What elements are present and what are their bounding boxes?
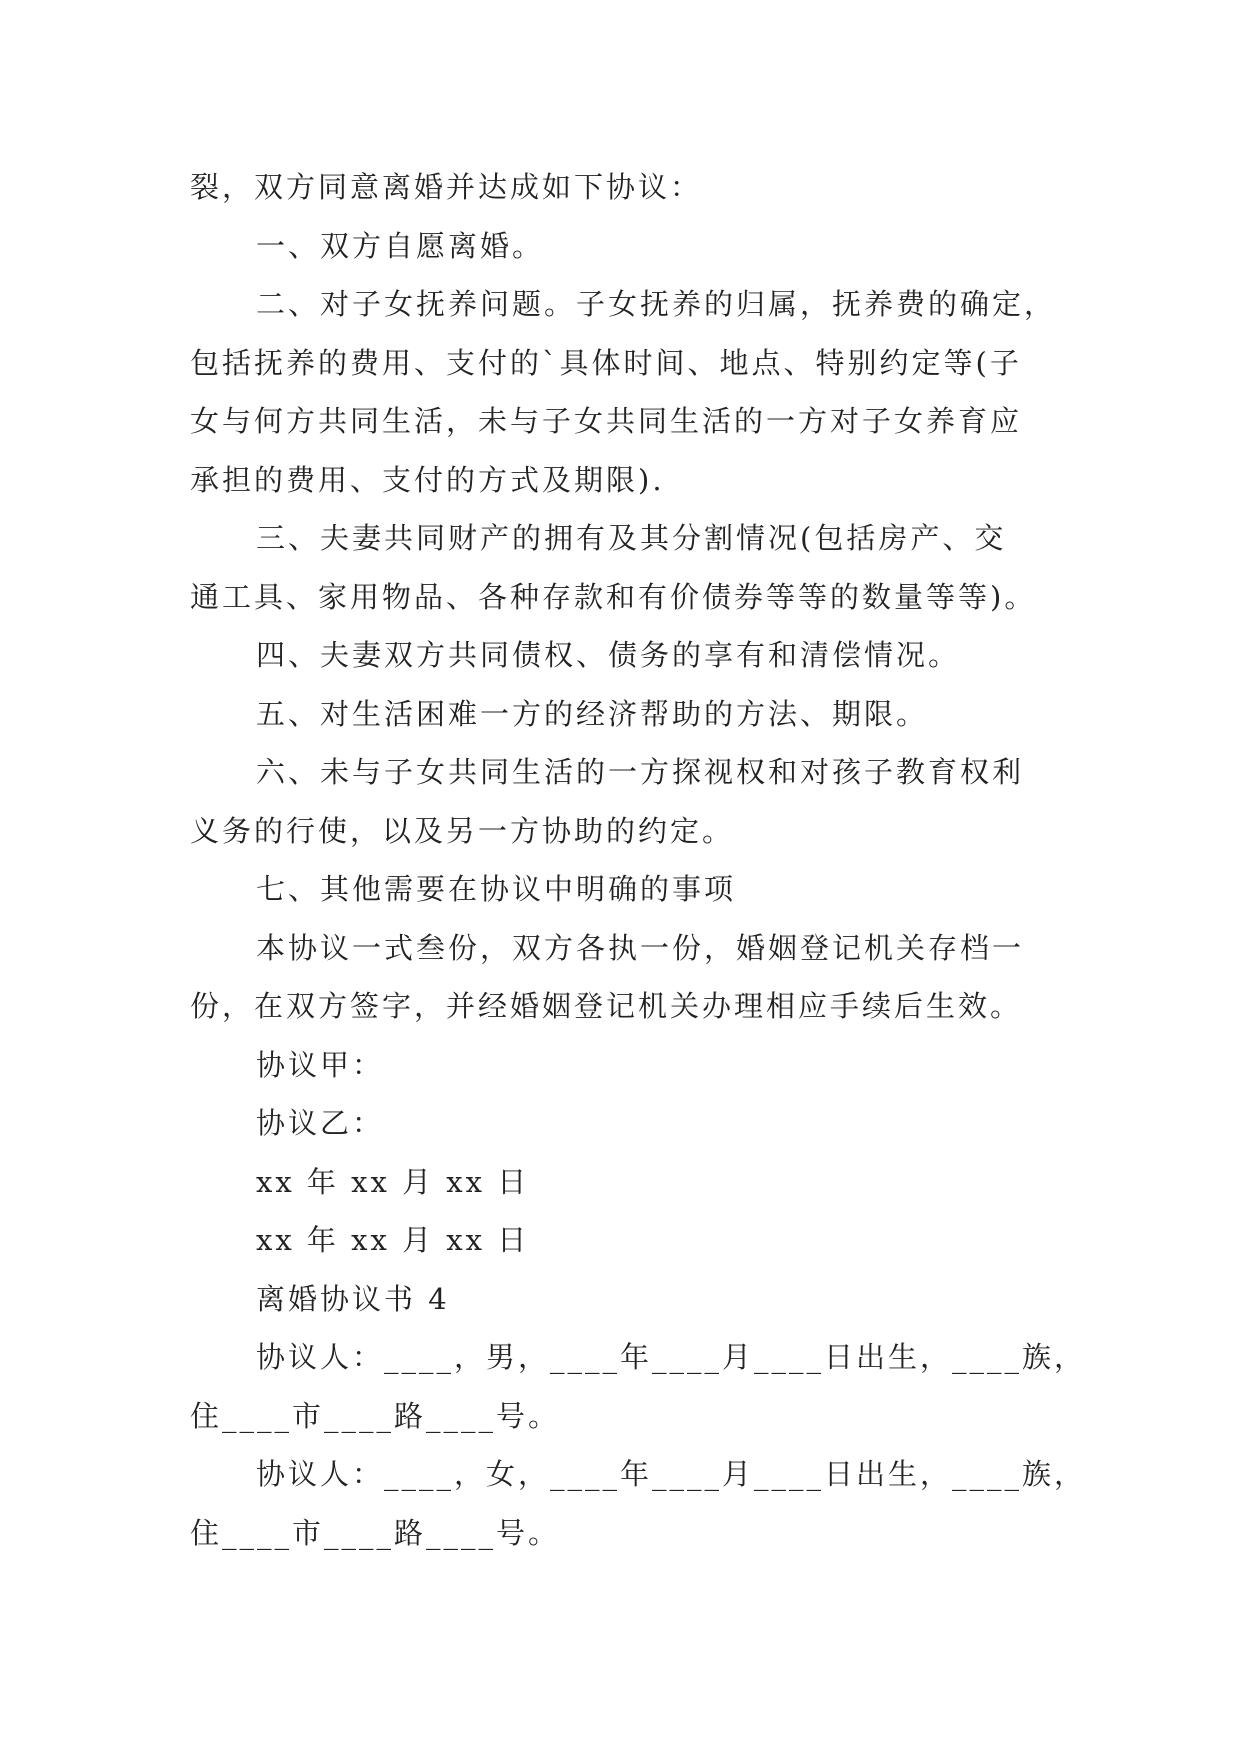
party-male-line: 协议人：____，男，____年____月____日出生，____族， — [256, 1340, 1087, 1374]
document-body — [190, 158, 1087, 1562]
clause-6-line: 六、未与子女共同生活的一方探视权和对孩子教育权利 — [256, 755, 1025, 789]
party-a-label: 协议甲： — [256, 1047, 385, 1082]
clause-2-line: 女与何方共同生活，未与子女共同生活的一方对子女养育应 — [190, 404, 1023, 438]
clause-2-line: 二、对子女抚养问题。子女抚养的归属，抚养费的确定， — [256, 287, 1057, 321]
party-b-label: 协议乙： — [256, 1106, 385, 1140]
copies-statement-line: 份，在双方签字，并经婚姻登记机关办理相应手续后生效。 — [190, 989, 1023, 1023]
clause-4-line: 四、夫妻双方共同债权、债务的享有和清偿情况。 — [256, 638, 961, 672]
party-female-address-line: 住____市____路____号。 — [190, 1515, 561, 1550]
section-title: 离婚协议书 4 — [256, 1281, 450, 1316]
clause-2-line: 承担的费用、支付的方式及期限). — [190, 462, 665, 497]
clause-1-line: 一、双方自愿离婚。 — [256, 228, 545, 263]
party-male-address-line: 住____市____路____号。 — [190, 1398, 561, 1433]
clause-6-line: 义务的行使，以及另一方协助的约定。 — [190, 813, 735, 848]
copies-statement-line: 本协议一式叁份，双方各执一份，婚姻登记机关存档一 — [256, 930, 1025, 965]
clause-5-line: 五、对生活困难一方的经济帮助的方法、期限。 — [256, 696, 929, 731]
date-line: xx 年 xx 月 xx 日 — [256, 1164, 530, 1199]
paragraph-line: 裂，双方同意离婚并达成如下协议： — [190, 170, 703, 204]
date-line: xx 年 xx 月 xx 日 — [256, 1223, 530, 1257]
clause-2-line: 包括抚养的费用、支付的`具体时间、地点、特别约定等(子 — [190, 345, 1022, 380]
clause-7-line: 七、其他需要在协议中明确的事项 — [256, 872, 737, 906]
clause-3-line: 三、夫妻共同财产的拥有及其分割情况(包括房产、交 — [256, 521, 1007, 555]
party-female-line: 协议人：____，女，____年____月____日出生，____族， — [256, 1457, 1087, 1491]
clause-3-line: 通工具、家用物品、各种存款和有价债券等等的数量等等)。 — [190, 579, 1037, 614]
